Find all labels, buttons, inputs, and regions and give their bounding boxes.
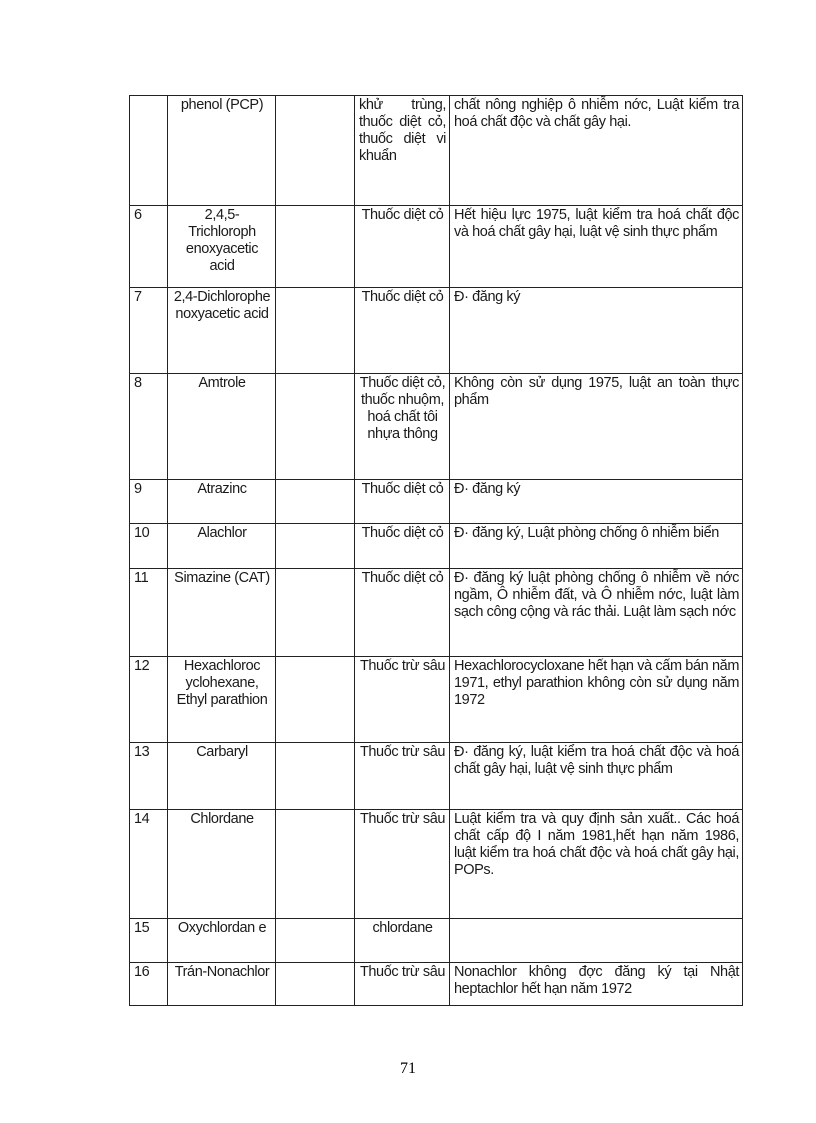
chemical-name: Hexachloroc yclohexane, Ethyl parathion — [168, 657, 276, 743]
chemical-name: Carbaryl — [168, 743, 276, 810]
empty-cell — [276, 524, 355, 569]
table-row — [130, 569, 743, 657]
regulation-note: Nonachlor không đợc đăng ký tại Nhật heptachlor hết hạn năm 1972 — [450, 963, 743, 1006]
regulation-note: Không còn sử dụng 1975, luật an toàn thực phẩm — [450, 374, 743, 480]
chemical-name: phenol (PCP) — [168, 96, 276, 206]
table-row — [130, 374, 743, 480]
row-number: 7 — [130, 288, 168, 374]
empty-cell — [276, 743, 355, 810]
regulation-note: chất nông nghiệp ô nhiễm nớc, Luật kiểm tra hoá chất độc và chất gây hại. — [450, 96, 743, 206]
regulation-note: Đ· đăng ký, luật kiểm tra hoá chất độc và hoá chất gây hại, luật vệ sinh thực phẩm — [450, 743, 743, 810]
regulation-note: Hexachlorocycloxane hết hạn và cấm bán năm 1971, ethyl parathion không còn sử dụng năm 1972 — [450, 657, 743, 743]
empty-cell — [276, 374, 355, 480]
table-row — [130, 524, 743, 569]
empty-cell — [276, 919, 355, 963]
usage: Thuốc diệt cỏ — [355, 524, 450, 569]
usage: Thuốc diệt cỏ — [355, 206, 450, 288]
regulation-note — [450, 919, 743, 963]
empty-cell — [276, 657, 355, 743]
usage: Thuốc trừ sâu — [355, 963, 450, 1006]
table-row — [130, 743, 743, 810]
chemical-name: Oxychlordan e — [168, 919, 276, 963]
chemical-name: Simazine (CAT) — [168, 569, 276, 657]
regulation-note: Luật kiểm tra và quy định sản xuất.. Các hoá chất cấp độ I năm 1981,hết hạn năm 1986, luật kiểm tra hoá chất độc và hoá chất gây hại, POPs. — [450, 810, 743, 919]
regulation-note: Đ· đăng ký luật phòng chống ô nhiễm về nớc ngầm, Ô nhiễm đất, và Ô nhiễm nớc, luật làm sạch công cộng và rác thải. Luật làm sạch nớc — [450, 569, 743, 657]
chemical-name: Amtrole — [168, 374, 276, 480]
row-number: 8 — [130, 374, 168, 480]
row-number: 11 — [130, 569, 168, 657]
page-number: 71 — [400, 1060, 416, 1077]
chemical-name: Trán-Nonachlor — [168, 963, 276, 1006]
usage: Thuốc trừ sâu — [355, 810, 450, 919]
empty-cell — [276, 206, 355, 288]
usage: Thuốc diệt cỏ — [355, 288, 450, 374]
table-row — [130, 480, 743, 524]
chemical-name: 2,4-Dichlorophe noxyacetic acid — [168, 288, 276, 374]
row-number: 13 — [130, 743, 168, 810]
regulation-note: Đ· đăng ký, Luật phòng chống ô nhiễm biển — [450, 524, 743, 569]
row-number — [130, 96, 168, 206]
row-number: 16 — [130, 963, 168, 1006]
empty-cell — [276, 569, 355, 657]
row-number: 10 — [130, 524, 168, 569]
empty-cell — [276, 480, 355, 524]
table-row — [130, 810, 743, 919]
chemical-name: Alachlor — [168, 524, 276, 569]
table-row — [130, 288, 743, 374]
row-number: 9 — [130, 480, 168, 524]
empty-cell — [276, 963, 355, 1006]
table-row — [130, 919, 743, 963]
chemical-name: 2,4,5-Trichloroph enoxyacetic acid — [168, 206, 276, 288]
regulation-note: Đ· đăng ký — [450, 288, 743, 374]
table-row — [130, 657, 743, 743]
empty-cell — [276, 810, 355, 919]
empty-cell — [276, 288, 355, 374]
table-row — [130, 96, 743, 206]
usage: Thuốc diệt cỏ — [355, 480, 450, 524]
table-row — [130, 963, 743, 1006]
usage: Thuốc diệt cỏ — [355, 569, 450, 657]
pesticide-regulation-table — [129, 95, 743, 1006]
empty-cell — [276, 96, 355, 206]
regulation-note: Đ· đăng ký — [450, 480, 743, 524]
usage: Thuốc trừ sâu — [355, 743, 450, 810]
row-number: 6 — [130, 206, 168, 288]
row-number: 14 — [130, 810, 168, 919]
row-number: 12 — [130, 657, 168, 743]
row-number: 15 — [130, 919, 168, 963]
usage: Thuốc trừ sâu — [355, 657, 450, 743]
usage: khử trùng, thuốc diệt cỏ, thuốc diệt vi khuẩn — [355, 96, 450, 206]
usage: chlordane — [355, 919, 450, 963]
table-row — [130, 206, 743, 288]
usage: Thuốc diệt cỏ, thuốc nhuộm, hoá chất tôi nhựa thông — [355, 374, 450, 480]
chemical-name: Atrazinc — [168, 480, 276, 524]
regulation-note: Hết hiệu lực 1975, luật kiểm tra hoá chất độc và hoá chất gây hại, luật vệ sinh thực phẩm — [450, 206, 743, 288]
chemical-name: Chlordane — [168, 810, 276, 919]
